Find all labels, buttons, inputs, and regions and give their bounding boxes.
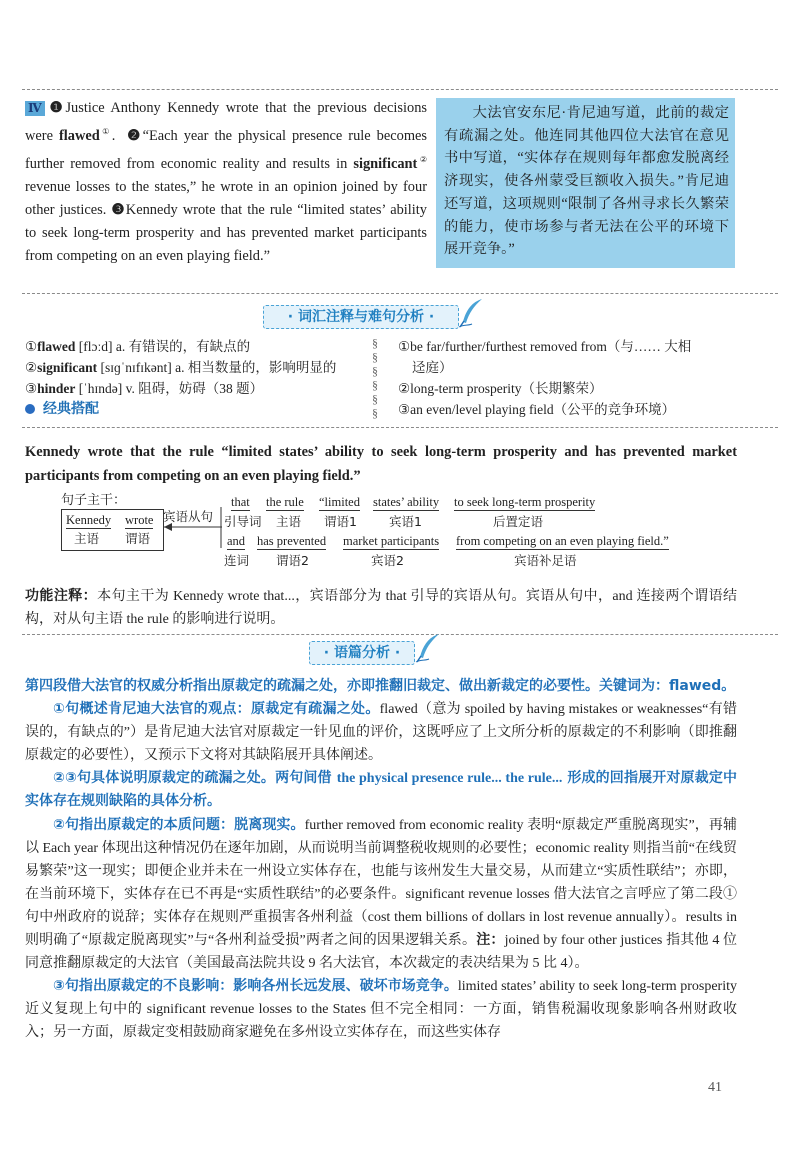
analysis-point-heading: ②③句具体说明原裁定的疏漏之处。两句间借 xyxy=(53,770,337,787)
collocation-item-continued xyxy=(398,357,738,378)
clause-word: states’ ability xyxy=(373,495,440,509)
vocab-number: ② xyxy=(25,360,38,375)
predicate-role: 谓语 xyxy=(125,531,151,546)
footnote-2: ② xyxy=(417,154,427,164)
function-note xyxy=(25,585,737,631)
vocab-section-banner: · 词汇注释与难句分析 · xyxy=(263,305,459,329)
vocab-list xyxy=(25,336,336,399)
vocab-number: ① xyxy=(25,339,38,354)
sentence-1-number: ❶ xyxy=(46,100,66,116)
analysis-section-banner: · 语篇分析 · xyxy=(309,641,415,665)
translation-box xyxy=(436,98,735,268)
analysis-point-1 xyxy=(25,698,737,767)
clause-word: “limited xyxy=(319,495,360,509)
collocation-text: be far/further/furthest removed from（与…… 大相 xyxy=(410,339,692,354)
main-clause-label: 句子主干： xyxy=(61,493,127,508)
chain-link-icon: § xyxy=(372,392,378,406)
collocation-item xyxy=(398,336,738,357)
difficult-sentence: Kennedy wrote that the rule “limited states’ ability to seek long-term prosperity and has prevented market participants from competing on an even playing field.” xyxy=(25,444,737,484)
sentence-2-number: ❷ xyxy=(127,127,143,144)
analysis-point-body: limited states’ ability to seek long-term prosperity 近义复现上句中的 significant revenue losses to the States 但不完全相同：一方面，销售税漏收现象影响各州财政收入；另一方面，原裁定变相鼓励商家避免在多州设立实体存在，而这些实体存 xyxy=(25,979,737,1041)
subject-word: Kennedy xyxy=(66,513,112,527)
analysis-point-heading: ①句概述肯尼迪大法官的观点：原裁定有疏漏之处。 xyxy=(53,701,380,718)
sentence-1: Justice Anthony Kennedy wrote that the previous decisions were xyxy=(25,100,427,144)
object-clause-label: 宾语从句 xyxy=(163,509,214,524)
clause-role: 宾语补足语 xyxy=(514,553,577,568)
clause-role: 谓语1 xyxy=(324,514,357,529)
analysis-point-heading-en: the physical presence rule... the rule... xyxy=(336,771,563,787)
vocab-word: significant xyxy=(37,360,98,375)
collocation-number: ① xyxy=(398,339,411,354)
analysis-point-3 xyxy=(25,814,737,976)
clause-word: market participants xyxy=(343,534,440,548)
collocation-text: an even/level playing field（公平的竞争环境） xyxy=(410,402,676,417)
analysis-note: joined by four other justices 指其他 4 位同意推翻原裁定的大法官（美国最高法院共设 9 名大法官，本次裁定的表决结果为 5 比 4）。 xyxy=(25,933,738,972)
clause-role: 后置定语 xyxy=(493,514,544,529)
quill-pen-icon xyxy=(458,298,484,328)
vocab-definition: [ˈhɪndə] v. 阻碍，妨碍（38 题） xyxy=(75,381,264,396)
vocab-definition: [sɪɡˈnɪfɪkənt] a. 相当数量的，影响明显的 xyxy=(97,360,337,375)
vocab-item xyxy=(25,378,336,399)
bullet-icon xyxy=(25,404,35,414)
paragraph-number-badge: Ⅳ xyxy=(25,101,45,116)
analysis-point-heading: ③句指出原裁定的不良影响：影响各州长远发展、破坏市场竞争。 xyxy=(53,978,458,995)
collocation-text: 迳庭） xyxy=(412,360,453,375)
divider-top xyxy=(22,89,778,90)
clause-word: the rule xyxy=(266,495,304,509)
collocation-number: ③ xyxy=(398,402,411,417)
chain-link-icon: § xyxy=(372,336,378,350)
divider-sentence xyxy=(22,427,778,428)
predicate-word: wrote xyxy=(125,513,154,527)
classic-label-text: 经典搭配 xyxy=(43,401,99,417)
clause-word: that xyxy=(231,495,250,509)
collocation-list xyxy=(398,336,738,420)
classic-collocation-label xyxy=(25,399,99,420)
quill-pen-icon xyxy=(415,633,441,663)
sentence-2-a: “Each year the physical presence rule becomes further removed from economic reality and results in xyxy=(25,127,427,172)
analysis-point-heading: ②句指出原裁定的本质问题：脱离现实。 xyxy=(53,816,305,833)
sentence-2-b: revenue losses to the states,” he wrote in an opinion joined by four other justices. xyxy=(25,178,427,218)
clause-role: 谓语2 xyxy=(276,553,309,568)
analysis-point-body: further removed from economic reality 表明“原裁定严重脱离现实”，再辅以 Each year 体现出这种情况仍在逐年加剧，从而说明当前调整税收规则的必要性；economic reality 则指当前“在线贸易繁荣”这一现实；即便企业并未在一州设立实体存在，也能与该州发生大量交易，从而建立“实质性联结”；亦即，在当前环境下，实体存在已不再是“实质性联结”的必要条件。significant revenue losses 借大法官之言呼应了第二段①句中州政府的说辞；实体存在规则严重损害各州利益（cost them billions of dollars in lost revenue annually）。results in 则明确了“原裁定脱离现实”与“各州利益受损”两者之间的因果逻辑关系。 xyxy=(25,817,738,949)
divider-vocab xyxy=(22,293,778,294)
translation-text: 大法官安东尼·肯尼迪写道，此前的裁定有疏漏之处。他连同其他四位大法官在意见书中写道，“实体存在规则每年都愈发脱离经济现实，使各州蒙受巨额收入损失。”肯尼迪还写道，这项规则“限制了各州寻求长久繁荣的能力，使市场参与者无法在公平的环境下展开竞争。” xyxy=(444,105,729,258)
chain-divider xyxy=(372,336,378,420)
passage-paragraph-4 xyxy=(25,97,427,268)
function-note-text: 本句主干为 Kennedy wrote that...，宾语部分为 that 引导的宾语从句。宾语从句中，and 连接两个谓语结构，对从句主语 the rule 的影响进行说明。 xyxy=(25,589,738,627)
vocab-definition: [flɔːd] a. 有错误的，有缺点的 xyxy=(75,339,251,354)
note-label: 注： xyxy=(476,933,505,949)
sentence-1-end: . xyxy=(111,127,116,144)
analysis-intro: 第四段借大法官的权威分析指出原裁定的疏漏之处，亦即推翻旧裁定、做出新裁定的必要性。关键词为：flawed。 xyxy=(25,678,736,694)
clause-role: 主语 xyxy=(276,514,302,529)
clause-role: 宾语2 xyxy=(371,553,404,568)
chain-link-icon: § xyxy=(372,350,378,364)
collocation-text: long-term prosperity（长期繁荣） xyxy=(410,381,603,396)
clause-word: to seek long-term prosperity xyxy=(454,495,596,509)
divider-analysis xyxy=(22,634,778,635)
analysis-point-4 xyxy=(25,975,737,1044)
sentence-3: Kennedy wrote that the rule “limited states’ ability to seek long-term prosperity and has prevented market participants from competing on an even playing field.” xyxy=(25,201,427,264)
analysis-point-heading: 形成的回指展开对原裁定中实体存在规则缺陷的具体分析。 xyxy=(25,770,737,810)
analysis-point-body: flawed（意为 spoiled by having mistakes or weaknesses“有错误的，有缺点的”）是肯尼迪大法官对原裁定一针见血的评价，这既呼应了上文所分析的原裁定的不利影响（即推翻原裁定的必要性），又预示下文将对其缺陷展开具体阐述。 xyxy=(25,702,737,764)
clause-word: from competing on an even playing field.” xyxy=(456,534,669,548)
subject-role: 主语 xyxy=(74,531,100,546)
vocab-item xyxy=(25,357,336,378)
clause-word: has prevented xyxy=(257,534,327,548)
clause-word: and xyxy=(227,534,246,548)
footnote-1: ① xyxy=(99,127,112,136)
page-number: 41 xyxy=(708,1080,722,1095)
keyword-flawed: flawed xyxy=(58,127,100,144)
clause-role: 连词 xyxy=(224,553,250,568)
chain-link-icon: § xyxy=(372,364,378,378)
object-clause-arrow xyxy=(162,490,222,570)
collocation-item xyxy=(398,378,738,399)
clause-role: 引导词 xyxy=(224,514,262,529)
collocation-number: ② xyxy=(398,381,411,396)
vocab-item xyxy=(25,336,336,357)
discourse-analysis xyxy=(25,675,737,1045)
vocab-number: ③ xyxy=(25,381,38,396)
clause-role: 宾语1 xyxy=(389,514,422,529)
analysis-point-2 xyxy=(25,767,737,813)
vocab-word: hinder xyxy=(37,381,76,396)
main-clause-box xyxy=(61,509,164,551)
vocab-word: flawed xyxy=(37,339,76,354)
sentence-3-number: ❸ xyxy=(111,201,126,218)
keyword-significant: significant xyxy=(353,155,418,172)
chain-link-icon: § xyxy=(372,406,378,420)
chain-link-icon: § xyxy=(372,378,378,392)
collocation-item xyxy=(398,399,738,420)
function-note-label: 功能注释： xyxy=(25,588,98,604)
